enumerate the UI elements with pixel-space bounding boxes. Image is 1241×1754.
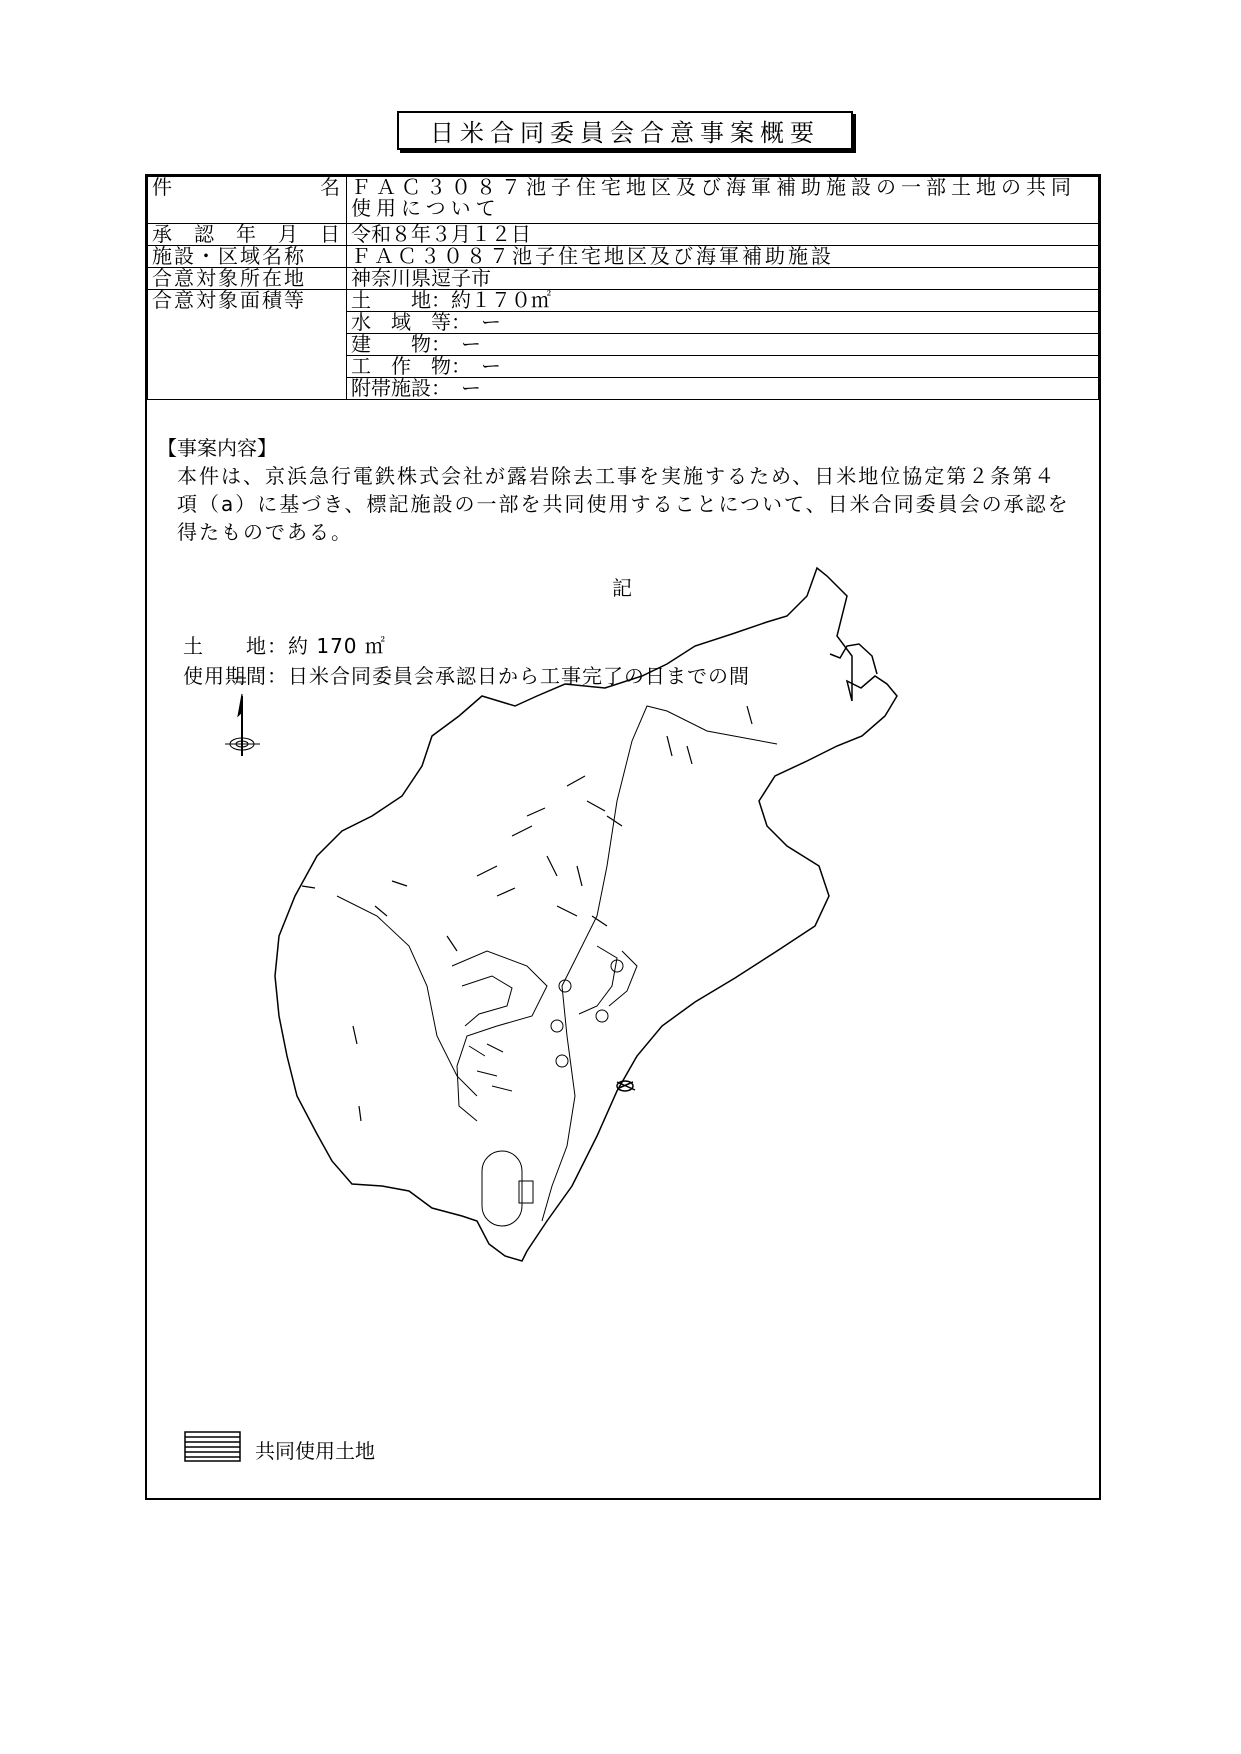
site-boundary [275,568,897,1261]
summary-frame [145,174,1101,1500]
land-area-line: 土 地：約 170 ㎡ [183,634,386,658]
site-map [147,176,1099,1498]
scattered-buildings [302,706,752,1121]
document-title: 日米合同委員会合意事案概要 [397,111,853,150]
sports-field [482,1151,533,1226]
area-row-ancillary: 附帯施設： ー [347,378,1099,400]
usage-period-line: 使用期間：日米合同委員会承認日から工事完了の日までの間 [183,664,750,688]
ki-mark: 記 [612,576,632,600]
content-paragraph: 本件は、京浜急行電鉄株式会社が露岩除去工事を実施するため、日米地位協定第２条第４項（a）に基づき、標記施設の一部を共同使用することについて、日米合同委員会の承認を得たものである。 [177,464,1070,544]
content-heading: 【事案内容】 [157,436,277,460]
legend-label: 共同使用土地 [255,1439,375,1463]
main-road [542,706,777,1221]
area-row-building: 建 物： ー [347,334,1099,356]
coast-detail [830,644,877,674]
location-label: 合意対象所在地 [148,268,347,290]
north-arrow-icon [225,678,260,756]
area-label: 合意対象面積等 [148,290,347,400]
facility-value: ＦＡＣ３０８７池子住宅地区及び海軍補助施設 [347,246,1099,268]
subject-value: ＦＡＣ３０８７池子住宅地区及び海軍補助施設の一部土地の共同使用について [347,177,1099,224]
area-row-structure: 工 作 物： ー [347,356,1099,378]
date-value: 令和８年３月１２日 [347,224,1099,246]
housing-cluster-west [452,951,547,1121]
facility-label: 施設・区域名称 [148,246,347,268]
legend-swatch-icon [185,1432,240,1461]
subject-label: 件 名 [148,177,347,224]
area-row-water: 水 域 等： ー [347,312,1099,334]
area-row-land: 土 地：約１７０㎡ [347,290,1099,312]
date-label: 承 認 年 月 日 [148,224,347,246]
location-value: 神奈川県逗子市 [347,268,1099,290]
west-road [337,896,477,1096]
